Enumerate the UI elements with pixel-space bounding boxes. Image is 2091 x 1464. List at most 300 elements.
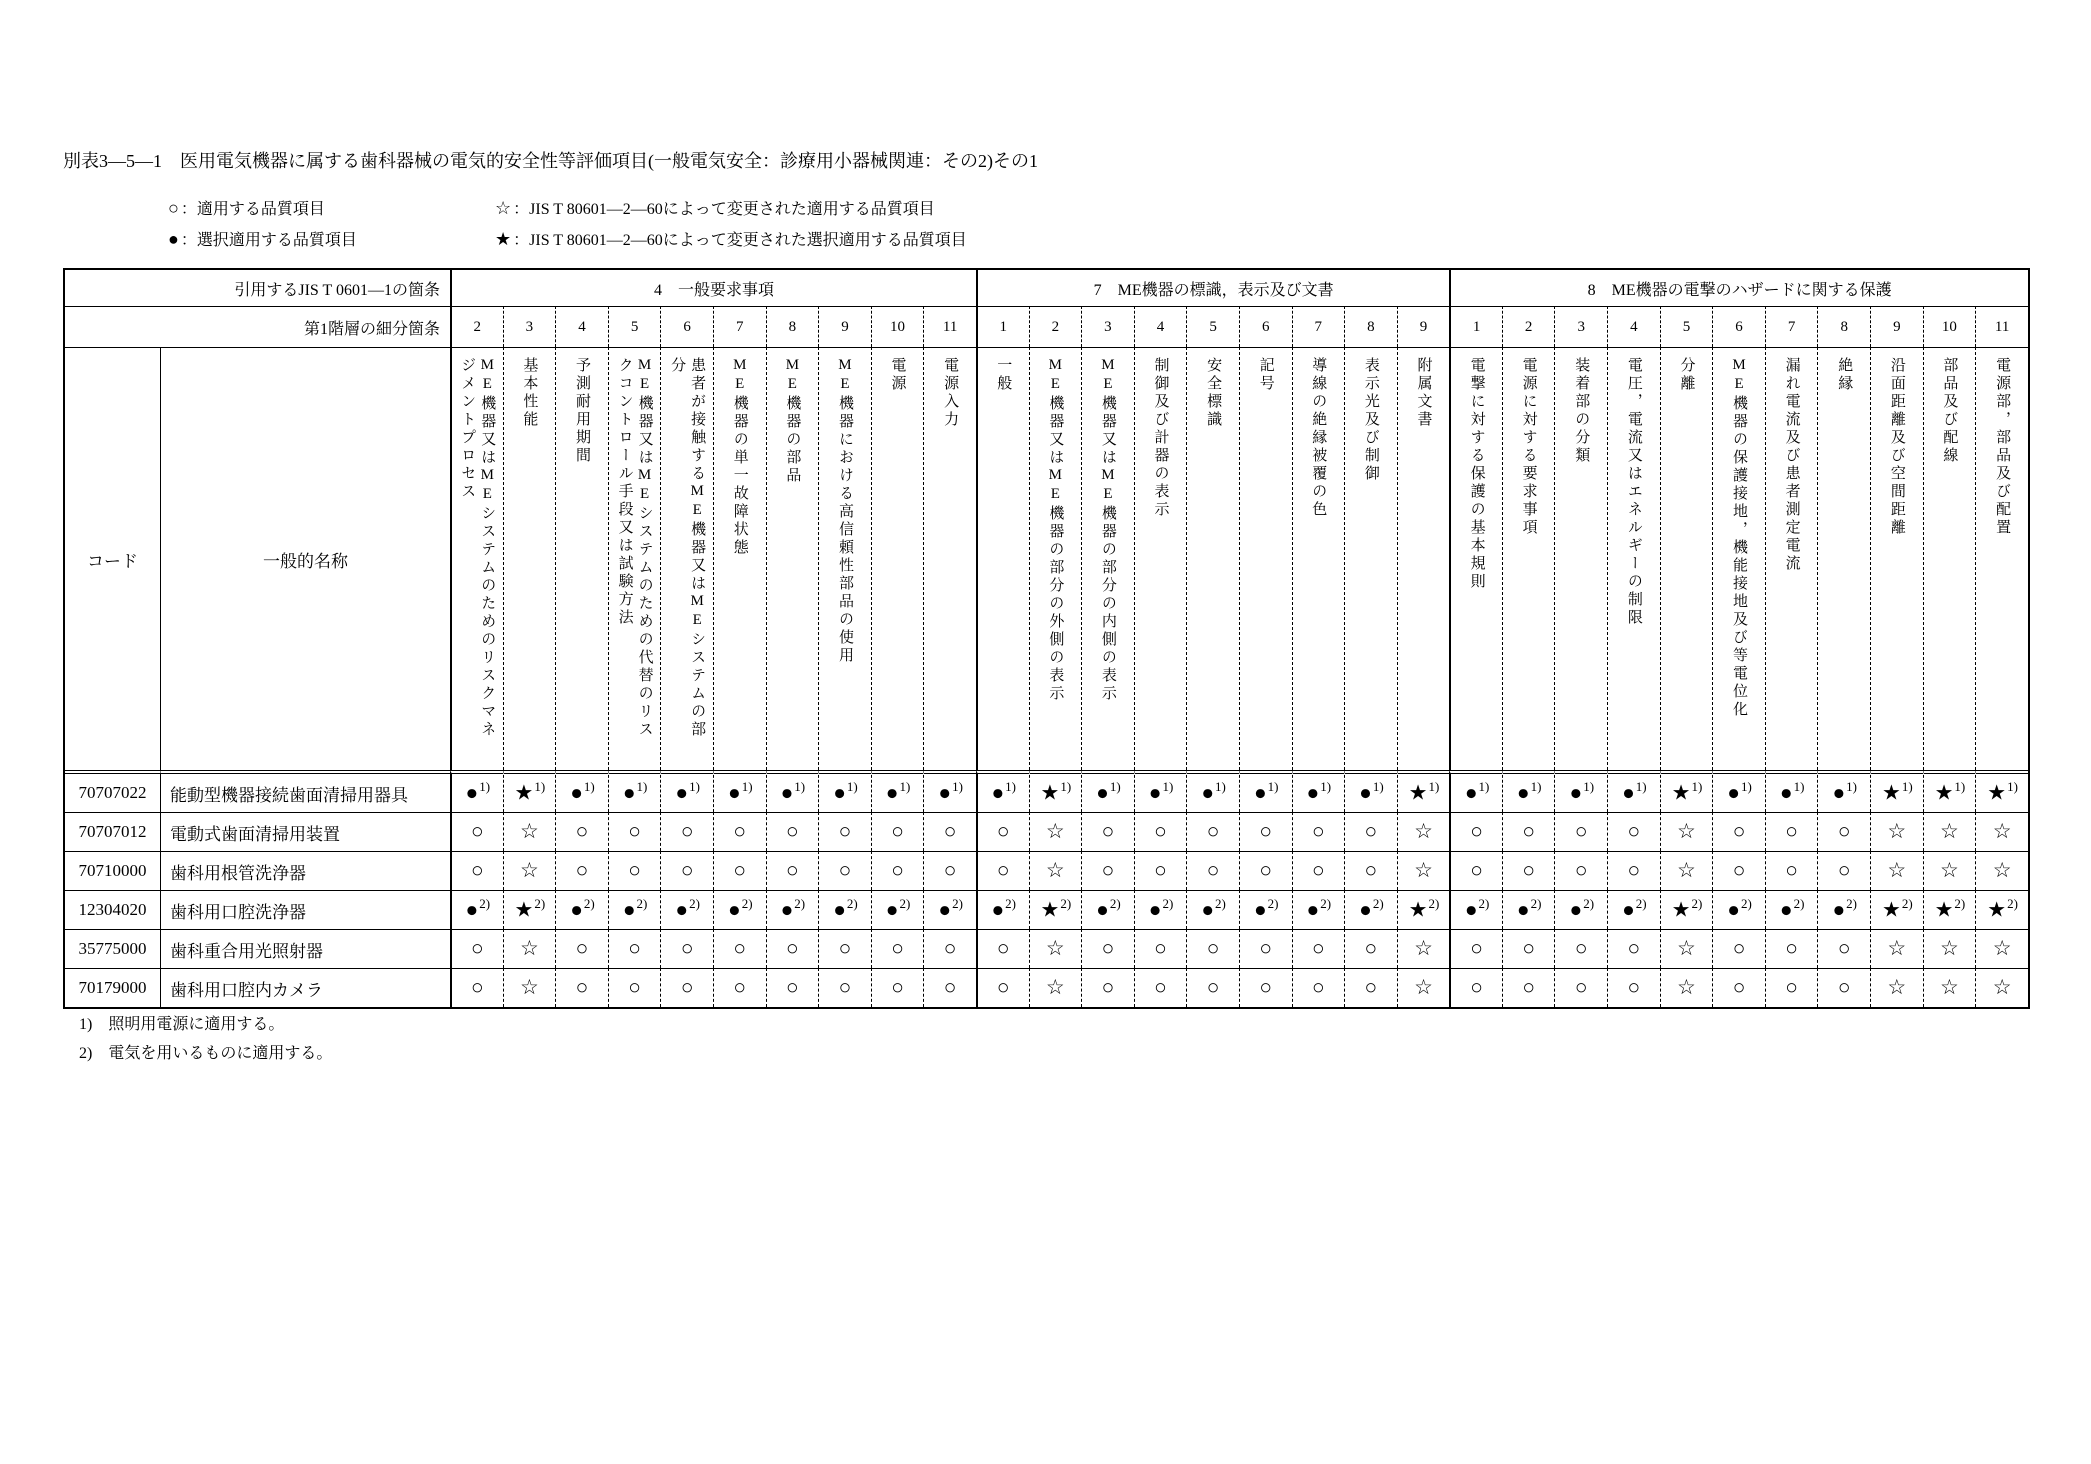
column-header xyxy=(1712,347,1765,770)
eval-cell xyxy=(976,929,1029,968)
subclause-number: 5 xyxy=(1186,306,1239,347)
eval-symbol: ○ xyxy=(575,819,589,843)
eval-cell xyxy=(818,929,871,968)
eval-cell xyxy=(713,770,766,812)
eval-symbol: ★ xyxy=(1408,780,1428,805)
footnote-ref: 1) xyxy=(2007,779,2018,795)
eval-symbol: ★ xyxy=(1881,780,1901,805)
footnote-ref: 2) xyxy=(1005,896,1016,912)
eval-symbol: ○ xyxy=(1364,936,1378,960)
eval-cell xyxy=(1660,812,1713,851)
legend-text: ：JIS T 80601—2—60によって変更された選択適用する品質項目 xyxy=(513,232,967,249)
eval-cell xyxy=(871,929,924,968)
eval-cell xyxy=(818,770,871,812)
eval-symbol: ● xyxy=(938,897,952,922)
eval-symbol: ★ xyxy=(1408,897,1428,922)
eval-symbol: ○ xyxy=(1311,858,1325,882)
eval-symbol: ○ xyxy=(1259,858,1273,882)
eval-cell xyxy=(503,890,556,929)
eval-symbol: ○ xyxy=(943,936,957,960)
column-header xyxy=(1134,347,1187,770)
eval-symbol: ○ xyxy=(1154,858,1167,882)
eval-cell xyxy=(871,812,924,851)
eval-cell xyxy=(1029,770,1082,812)
eval-symbol: ○ xyxy=(1627,819,1641,843)
eval-symbol: ● xyxy=(1201,897,1215,922)
column-header xyxy=(766,347,819,770)
subclause-number: 3 xyxy=(503,306,556,347)
eval-cell xyxy=(923,770,976,812)
eval-symbol: ● xyxy=(780,897,794,922)
eval-cell xyxy=(1923,851,1976,890)
eval-cell xyxy=(1344,851,1397,890)
eval-cell xyxy=(766,770,819,812)
eval-symbol: ○ xyxy=(1732,936,1746,960)
eval-symbol: ● xyxy=(465,897,479,922)
eval-symbol: ○ xyxy=(1311,936,1325,960)
eval-cell xyxy=(660,968,713,1007)
eval-cell xyxy=(1397,770,1450,812)
eval-cell xyxy=(503,812,556,851)
subclause-number: 9 xyxy=(1397,306,1450,347)
device-code: 70707012 xyxy=(65,812,160,851)
column-header-text: 制御及び計器の表示 xyxy=(1152,357,1169,519)
footnote-ref: 2) xyxy=(794,896,806,912)
eval-cell xyxy=(555,812,608,851)
column-header xyxy=(923,347,976,770)
eval-symbol: ○ xyxy=(786,858,799,882)
eval-symbol: ☆ xyxy=(1992,975,2012,999)
eval-cell xyxy=(1449,770,1502,812)
eval-cell xyxy=(1817,929,1870,968)
eval-cell xyxy=(1239,929,1292,968)
eval-cell xyxy=(1660,770,1713,812)
eval-symbol: ○ xyxy=(1785,819,1798,843)
eval-cell xyxy=(1292,851,1345,890)
eval-symbol: ○ xyxy=(838,936,852,960)
eval-symbol: ● xyxy=(622,780,636,805)
footnote-ref: 2) xyxy=(1793,896,1805,912)
eval-cell xyxy=(1134,890,1187,929)
eval-symbol: ● xyxy=(1832,780,1846,805)
eval-cell xyxy=(976,812,1029,851)
subclause-number: 6 xyxy=(1239,306,1292,347)
column-header xyxy=(713,347,766,770)
eval-cell xyxy=(976,851,1029,890)
eval-cell xyxy=(1186,968,1239,1007)
footnotes xyxy=(79,1010,332,1068)
eval-cell xyxy=(1765,770,1818,812)
eval-symbol: ● xyxy=(1253,780,1267,805)
eval-cell xyxy=(1502,890,1555,929)
eval-cell xyxy=(1186,851,1239,890)
eval-symbol: ○ xyxy=(1259,975,1273,999)
eval-symbol: ○ xyxy=(1470,858,1483,882)
header-row-subclauses xyxy=(65,306,2028,347)
eval-symbol: ○ xyxy=(891,975,904,999)
column-header-text: 沿面距離及び空間距離 xyxy=(1888,357,1905,537)
eval-symbol: ○ xyxy=(1259,819,1273,843)
footnote-ref: 1) xyxy=(1901,779,1913,795)
eval-cell xyxy=(1292,770,1345,812)
legend-item-applicable xyxy=(168,196,495,219)
eval-symbol: ○ xyxy=(1574,936,1588,960)
eval-cell xyxy=(1292,812,1345,851)
eval-cell xyxy=(1554,968,1607,1007)
eval-cell xyxy=(976,968,1029,1007)
column-header xyxy=(1817,347,1870,770)
eval-cell xyxy=(1186,770,1239,812)
eval-cell xyxy=(1607,929,1660,968)
eval-symbol: ○ xyxy=(1154,819,1167,843)
footnote-ref: 1) xyxy=(1583,779,1595,795)
column-header-text: ME機器又はME機器の部分の内側の表示 xyxy=(1099,357,1116,703)
eval-symbol: ☆ xyxy=(1677,819,1696,843)
name-header: 一般的名称 xyxy=(160,347,450,770)
eval-symbol: ○ xyxy=(628,819,641,843)
eval-symbol: ☆ xyxy=(1887,936,1907,960)
device-row xyxy=(65,851,2028,890)
device-code: 70179000 xyxy=(65,968,160,1007)
eval-symbol: ● xyxy=(1306,897,1320,922)
eval-cell xyxy=(1029,929,1082,968)
header-row-columns xyxy=(65,347,2028,770)
eval-cell xyxy=(1502,968,1555,1007)
eval-symbol: ○ xyxy=(1206,819,1220,843)
eval-symbol: ○ xyxy=(996,819,1010,843)
eval-symbol: ☆ xyxy=(519,819,539,843)
eval-symbol: ☆ xyxy=(1045,858,1065,882)
eval-symbol: ○ xyxy=(996,936,1010,960)
footnote-ref: 2) xyxy=(1109,896,1121,912)
eval-symbol: ● xyxy=(1779,780,1793,805)
eval-symbol: ○ xyxy=(1732,858,1746,882)
eval-cell xyxy=(608,770,661,812)
footnote-ref: 1) xyxy=(899,779,911,795)
eval-symbol: ○ xyxy=(838,975,852,999)
eval-symbol: ★ xyxy=(1671,897,1691,922)
eval-symbol: ○ xyxy=(1837,819,1851,843)
footnote-ref: 1) xyxy=(1005,779,1016,795)
eval-symbol: ○ xyxy=(1101,936,1115,960)
eval-symbol: ★ xyxy=(514,780,534,805)
footnote-ref: 1) xyxy=(1478,779,1490,795)
footnote-ref: 2) xyxy=(1428,896,1440,912)
eval-symbol: ● xyxy=(1096,897,1109,922)
eval-symbol: ○ xyxy=(628,858,641,882)
eval-cell xyxy=(1134,812,1187,851)
eval-cell xyxy=(1712,968,1765,1007)
subclause-number: 9 xyxy=(818,306,871,347)
eval-symbol: ○ xyxy=(1311,819,1325,843)
eval-symbol: ● xyxy=(1569,897,1583,922)
subclause-number: 9 xyxy=(1870,306,1923,347)
evaluation-table-wrap xyxy=(63,268,2030,1009)
column-header-text: 基本性能 xyxy=(521,357,538,429)
column-header-text: 予測耐用期間 xyxy=(573,357,590,465)
eval-symbol: ☆ xyxy=(1414,858,1433,882)
eval-cell xyxy=(503,968,556,1007)
eval-symbol: ☆ xyxy=(1677,936,1696,960)
footnote-ref: 1) xyxy=(952,779,963,795)
column-header-text: ME機器の単一故障状態 xyxy=(731,357,748,557)
eval-symbol: ★ xyxy=(1671,780,1691,805)
column-header xyxy=(1239,347,1292,770)
eval-symbol: ★ xyxy=(1934,780,1954,805)
eval-cell xyxy=(1817,812,1870,851)
eval-symbol: ☆ xyxy=(1992,858,2012,882)
eval-cell xyxy=(1449,812,1502,851)
eval-symbol: ○ xyxy=(1470,819,1483,843)
column-header xyxy=(1029,347,1082,770)
column-header-text: 電源 xyxy=(889,357,906,393)
footnote-ref: 1) xyxy=(741,779,753,795)
subclause-number: 6 xyxy=(660,306,713,347)
eval-symbol: ○ xyxy=(1206,858,1220,882)
eval-cell xyxy=(976,770,1029,812)
filled-circle-symbol: ● xyxy=(168,229,179,249)
eval-cell xyxy=(1923,812,1976,851)
device-code: 35775000 xyxy=(65,929,160,968)
eval-symbol: ★ xyxy=(1934,897,1954,922)
eval-cell xyxy=(1239,968,1292,1007)
eval-symbol: ○ xyxy=(1364,819,1378,843)
eval-symbol: ● xyxy=(675,780,689,805)
subclause-number: 5 xyxy=(608,306,661,347)
eval-cell xyxy=(1134,770,1187,812)
eval-symbol: ☆ xyxy=(1887,858,1907,882)
eval-symbol: ○ xyxy=(1732,819,1746,843)
eval-cell xyxy=(1081,968,1134,1007)
footnote-2: 2) 電気を用いるものに適用する。 xyxy=(79,1045,333,1062)
subclause-number: 11 xyxy=(1975,306,2028,347)
column-header-text: 電源入力 xyxy=(942,357,959,429)
eval-symbol: ● xyxy=(570,897,583,922)
eval-symbol: ● xyxy=(1569,780,1583,805)
footnote-ref: 2) xyxy=(741,896,753,912)
eval-symbol: ○ xyxy=(628,975,641,999)
eval-cell xyxy=(1765,851,1818,890)
eval-cell xyxy=(1712,812,1765,851)
footnote-ref: 2) xyxy=(952,896,963,912)
device-row xyxy=(65,968,2028,1007)
eval-cell xyxy=(1239,770,1292,812)
eval-symbol: ○ xyxy=(470,858,484,882)
eval-symbol: ○ xyxy=(1470,975,1483,999)
footnote-ref: 1) xyxy=(1428,779,1440,795)
eval-symbol: ○ xyxy=(1732,975,1746,999)
eval-symbol: ○ xyxy=(1574,819,1588,843)
eval-symbol: ★ xyxy=(1881,897,1901,922)
eval-cell xyxy=(1607,851,1660,890)
eval-cell xyxy=(818,890,871,929)
eval-symbol: ○ xyxy=(1627,936,1641,960)
eval-symbol: ○ xyxy=(786,819,799,843)
eval-cell xyxy=(1765,929,1818,968)
column-header xyxy=(1397,347,1450,770)
eval-symbol: ○ xyxy=(1364,975,1378,999)
device-row xyxy=(65,890,2028,929)
footnote-ref: 1) xyxy=(1530,779,1542,795)
device-code: 70710000 xyxy=(65,851,160,890)
eval-cell xyxy=(660,890,713,929)
eval-symbol: ○ xyxy=(891,858,904,882)
footnote-ref: 2) xyxy=(689,896,700,912)
eval-cell xyxy=(1239,812,1292,851)
eval-symbol: ○ xyxy=(1785,975,1798,999)
eval-symbol: ☆ xyxy=(1992,819,2012,843)
eval-symbol: ● xyxy=(1148,780,1162,805)
eval-cell xyxy=(766,968,819,1007)
eval-symbol: ○ xyxy=(1627,975,1641,999)
eval-symbol: ● xyxy=(728,897,741,922)
column-header-text: 電源部，部品及び配置 xyxy=(1994,357,2011,537)
eval-symbol: ● xyxy=(1727,780,1740,805)
eval-symbol: ○ xyxy=(1259,936,1273,960)
legend-row xyxy=(168,223,967,254)
eval-symbol: ○ xyxy=(1837,858,1851,882)
eval-symbol: ☆ xyxy=(1414,819,1433,843)
eval-symbol: ☆ xyxy=(519,936,539,960)
eval-cell xyxy=(660,770,713,812)
eval-cell xyxy=(1134,968,1187,1007)
column-header xyxy=(1502,347,1555,770)
footnote-ref: 2) xyxy=(1267,896,1279,912)
footnote-ref: 1) xyxy=(1215,779,1226,795)
device-name: 歯科用口腔洗浄器 xyxy=(160,890,450,929)
eval-cell xyxy=(1502,851,1555,890)
eval-cell xyxy=(555,851,608,890)
column-header-text: ME機器における高信頼性部品の使用 xyxy=(836,357,853,665)
eval-cell xyxy=(555,890,608,929)
eval-cell xyxy=(1344,929,1397,968)
column-header xyxy=(1975,347,2028,770)
column-header xyxy=(1870,347,1923,770)
eval-cell xyxy=(1607,770,1660,812)
eval-symbol: ○ xyxy=(1627,858,1641,882)
device-name: 電動式歯面清掃用装置 xyxy=(160,812,450,851)
eval-symbol: ★ xyxy=(1040,780,1060,805)
eval-cell xyxy=(660,851,713,890)
eval-symbol: ● xyxy=(1253,897,1267,922)
legend-row xyxy=(168,192,967,223)
device-row xyxy=(65,770,2028,812)
eval-cell xyxy=(1081,851,1134,890)
eval-symbol: ○ xyxy=(943,858,957,882)
eval-cell xyxy=(1923,890,1976,929)
device-name: 歯科用口腔内カメラ xyxy=(160,968,450,1007)
column-header-text: ME機器の保護接地，機能接地及び等電位化 xyxy=(1731,357,1748,719)
eval-cell xyxy=(1081,890,1134,929)
eval-cell xyxy=(713,968,766,1007)
eval-symbol: ★ xyxy=(1987,780,2007,805)
sublevel-header: 第1階層の細分箇条 xyxy=(65,306,450,347)
subclause-number: 4 xyxy=(1134,306,1187,347)
footnote-ref: 2) xyxy=(1320,896,1332,912)
subclause-number: 1 xyxy=(1449,306,1502,347)
eval-cell xyxy=(871,851,924,890)
eval-cell xyxy=(1502,770,1555,812)
eval-cell xyxy=(1502,812,1555,851)
eval-cell xyxy=(1239,851,1292,890)
column-header-text: 一般 xyxy=(995,357,1012,393)
footnote-ref: 1) xyxy=(1267,779,1279,795)
eval-symbol: ☆ xyxy=(1940,819,1959,843)
footnote-ref: 2) xyxy=(1215,896,1226,912)
eval-cell xyxy=(1397,968,1450,1007)
column-header xyxy=(818,347,871,770)
column-header-text: ME機器又はMEシステムのための代替のリスクコントロール手段又は試験方法 xyxy=(616,357,653,739)
device-name: 歯科重合用光照射器 xyxy=(160,929,450,968)
footnote-ref: 2) xyxy=(1162,896,1174,912)
eval-symbol: ○ xyxy=(680,936,694,960)
eval-symbol: ● xyxy=(622,897,636,922)
column-header xyxy=(1607,347,1660,770)
eval-cell xyxy=(1712,890,1765,929)
eval-cell xyxy=(923,929,976,968)
eval-cell xyxy=(555,770,608,812)
eval-cell xyxy=(1765,890,1818,929)
eval-cell xyxy=(1449,929,1502,968)
eval-cell xyxy=(1870,890,1923,929)
footnote-ref: 2) xyxy=(1901,896,1913,912)
subclause-number: 10 xyxy=(871,306,924,347)
subclause-number: 8 xyxy=(1344,306,1397,347)
eval-symbol: ☆ xyxy=(1045,975,1065,999)
subclause-number: 7 xyxy=(1765,306,1818,347)
footnote-ref: 1) xyxy=(1691,779,1703,795)
page-title: 別表3—5—1 医用電気機器に属する歯科器械の電気的安全性等評価項目(一般電気安全：診療用小器械関連：その2)その1 xyxy=(63,151,1038,171)
column-header xyxy=(1660,347,1713,770)
group-title-1: 4 一般要求事項 xyxy=(450,270,976,306)
evaluation-table xyxy=(63,268,2030,1009)
eval-symbol: ● xyxy=(1516,780,1530,805)
footnote-ref: 2) xyxy=(636,896,648,912)
eval-cell xyxy=(1607,968,1660,1007)
subclause-number: 8 xyxy=(1817,306,1870,347)
eval-symbol: ● xyxy=(991,780,1005,805)
eval-symbol: ● xyxy=(1464,897,1478,922)
eval-symbol: ○ xyxy=(575,858,589,882)
eval-symbol: ○ xyxy=(1154,936,1167,960)
eval-cell xyxy=(818,851,871,890)
eval-cell xyxy=(660,812,713,851)
column-header-text: 装着部の分類 xyxy=(1573,357,1590,465)
eval-symbol: ● xyxy=(833,780,846,805)
eval-cell xyxy=(1397,851,1450,890)
subclause-number: 2 xyxy=(450,306,503,347)
eval-cell xyxy=(450,851,503,890)
eval-symbol: ○ xyxy=(1154,975,1167,999)
eval-cell xyxy=(1817,890,1870,929)
footnote-ref: 2) xyxy=(534,896,546,912)
eval-symbol: ○ xyxy=(838,819,852,843)
eval-cell xyxy=(1817,968,1870,1007)
eval-symbol: ☆ xyxy=(1940,975,1959,999)
subclause-number: 5 xyxy=(1660,306,1713,347)
eval-cell xyxy=(1923,929,1976,968)
eval-symbol: ○ xyxy=(1522,975,1536,999)
eval-symbol: ○ xyxy=(786,936,799,960)
eval-cell xyxy=(1554,770,1607,812)
footnote-ref: 1) xyxy=(846,779,858,795)
subclause-number: 8 xyxy=(766,306,819,347)
column-header xyxy=(660,347,713,770)
eval-cell xyxy=(1134,851,1187,890)
eval-symbol: ● xyxy=(1096,780,1109,805)
footnote-ref: 1) xyxy=(1954,779,1966,795)
footnote-ref: 2) xyxy=(1583,896,1595,912)
